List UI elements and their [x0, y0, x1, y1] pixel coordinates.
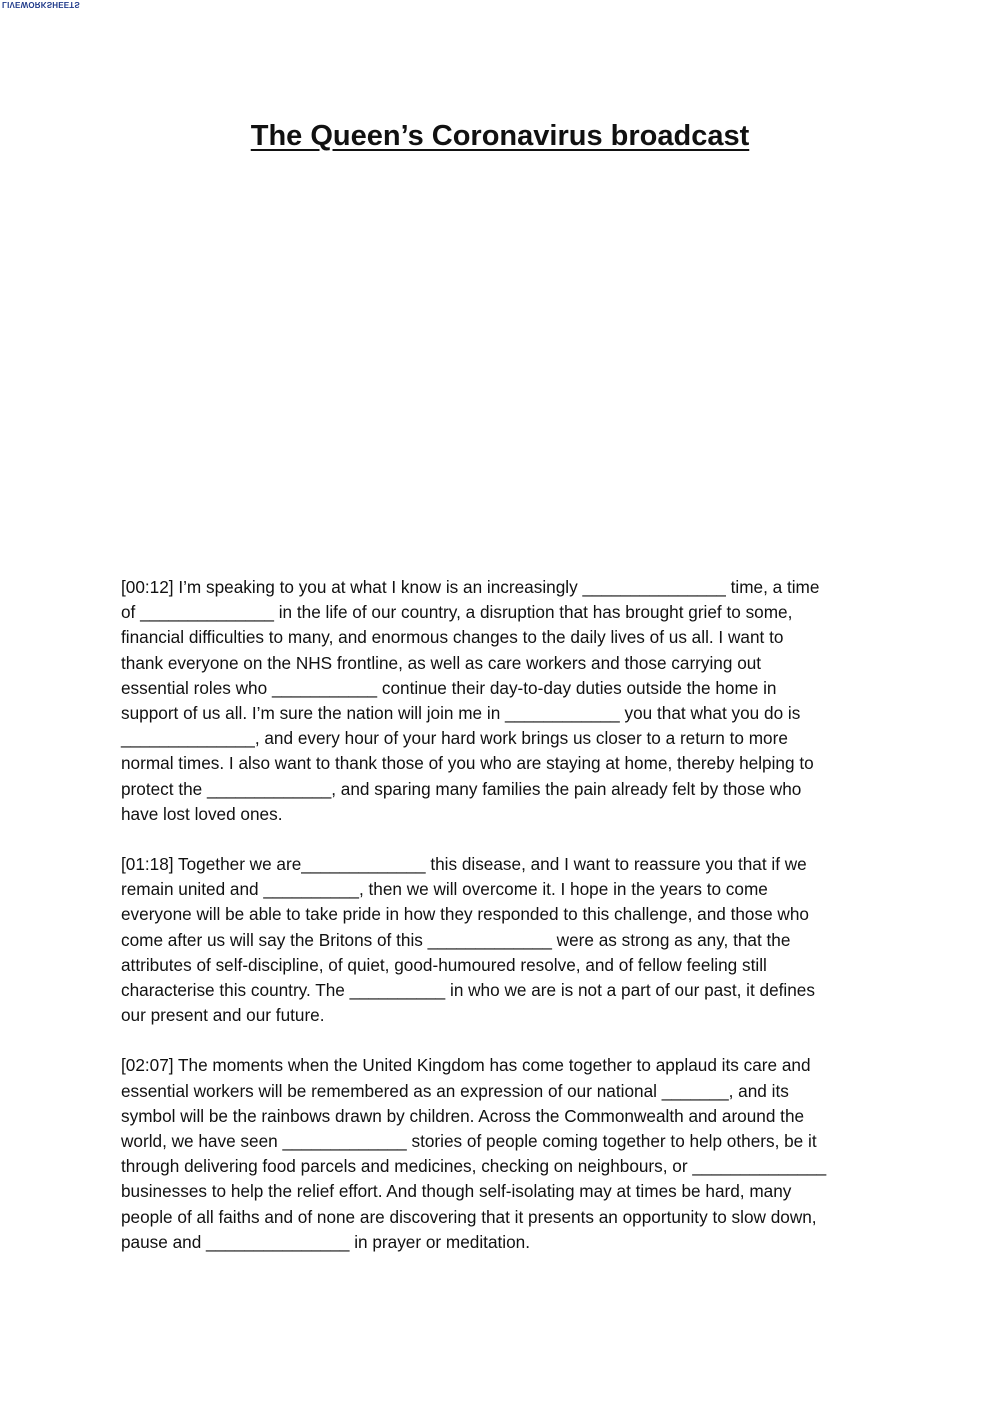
transcript-body — [121, 575, 881, 1280]
paragraph-01-18: [01:18] Together we are_____________ this disease, and I want to reassure you that if we remain united and __________, then we will overcome it. I hope in the years to come everyone will be able to take pride in how they responded to this challenge, and those who come after us will say the Britons of this _____________ were as strong as any, that the attributes of self-discipline, of quiet, good-humoured resolve, and of fellow feeling still characterise this country. The __________ in who we are is not a part of our past, it defines our present and our future. — [121, 854, 815, 1026]
page-title: The Queen’s Coronavirus broadcast — [250, 120, 750, 152]
paragraph-00-12: [00:12] I’m speaking to you at what I know is an increasingly _______________ time, a time of ______________ in the life of our country, a disruption that has brought grief to some, financial difficulties to many, and enormous changes to the daily lives of us all. I want to thank everyone on the NHS frontline, as well as care workers and those carrying out essential roles who ___________ continue their day-to-day duties outside the home in support of us all. I’m sure the nation will join me in ____________ you that what you do is ______________, and every hour of your hard work brings us closer to a return to more normal times. I also want to thank those of you who are staying at home, thereby helping to protect the _____________, and sparing many families the pain already felt by those who have lost loved ones. — [121, 577, 820, 824]
paragraph-02-07: [02:07] The moments when the United Kingdom has come together to applaud its care and essential workers will be remembered as an expression of our national _______, and its symbol will be the rainbows drawn by children. Across the Commonwealth and around the world, we have seen _____________ stories of people coming together to help others, be it through delivering food parcels and medicines, checking on neighbours, or ______________ businesses to help the relief effort. And though self-isolating may at times be hard, many people of all faiths and of none are discovering that it presents an opportunity to slow down, pause and _______________ in prayer or meditation. — [121, 1055, 827, 1252]
watermark-logo: LIVEWORKSHEETS — [2, 0, 80, 9]
